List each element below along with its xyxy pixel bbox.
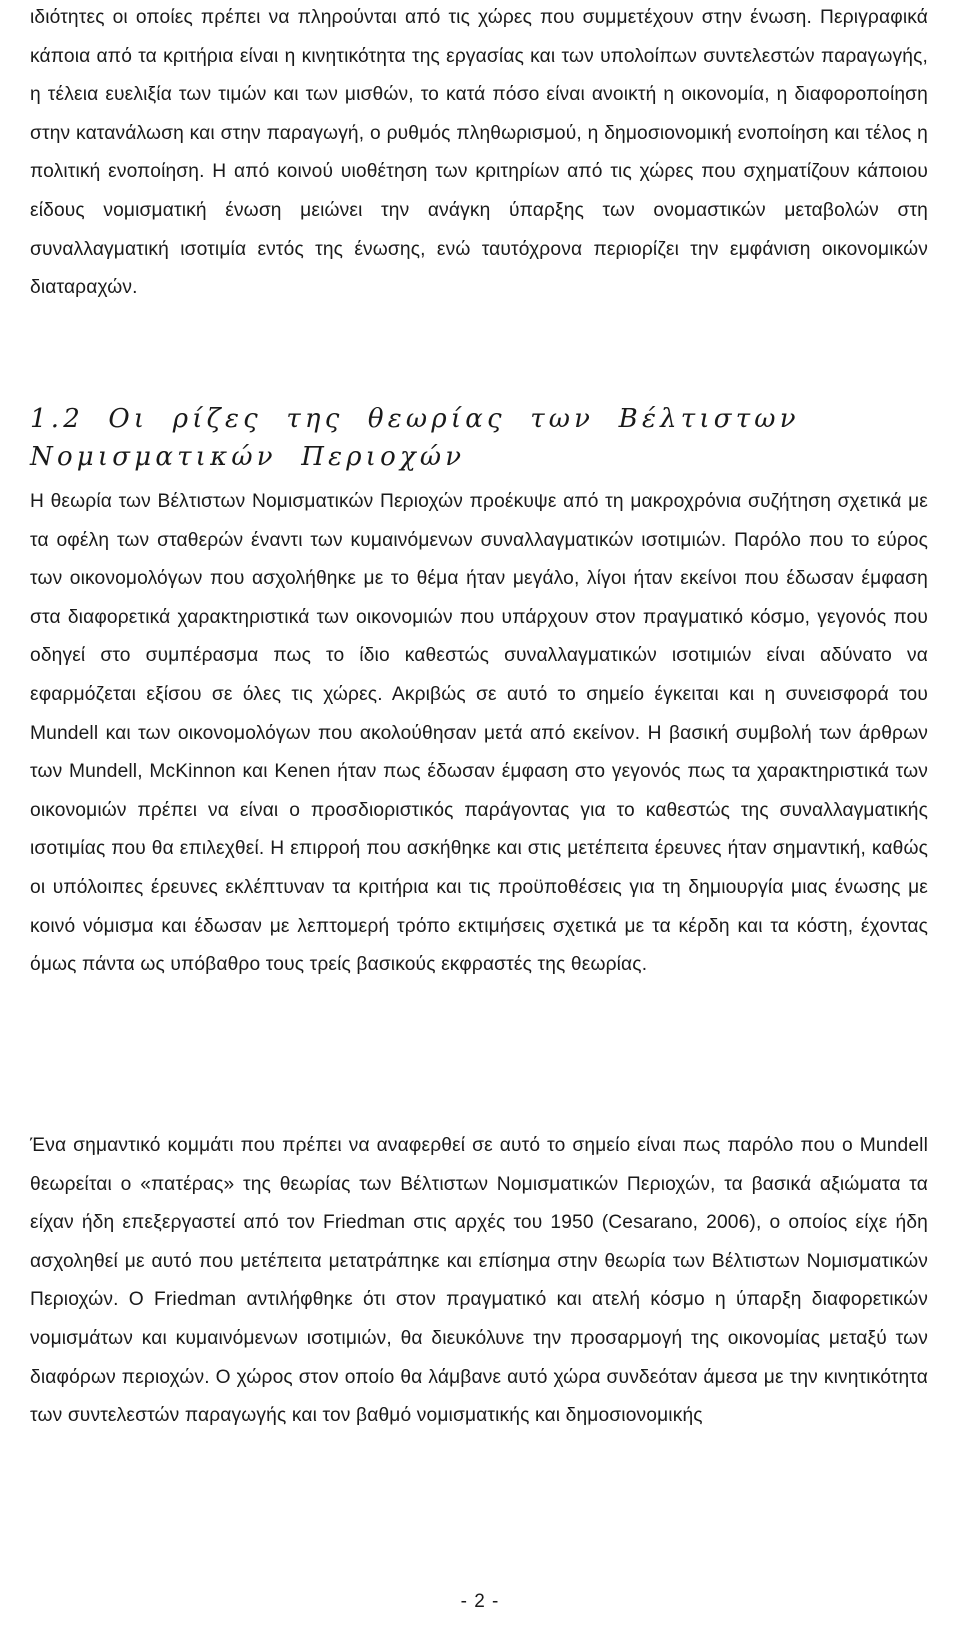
page-number: - 2 - (460, 1591, 500, 1612)
section-heading: 1.2 Οι ρίζες της θεωρίας των Βέλτιστων Νομισματικών Περιοχών (30, 404, 800, 472)
paragraph-mundell-friedman: Ένα σημαντικό κομμάτι που πρέπει να αναφερθεί σε αυτό το σημείο είναι πως παρόλο που ο Mundell θεωρείται ο «πατέρας» της θεωρίας των Βέλτιστων Νομισματικών Περιοχών, τα βασικά αξιώματα τα είχαν ήδη επεξεργαστεί από τον Friedman στις αρχές του 1950 (Cesarano, 2006), ο οποίος είχε ήδη ασχοληθεί με αυτό που μετέπειτα μετατράπηκε και επίσημα στην θεωρία των Βέλτιστων Νομισματικών Περιοχών. Ο Friedman αντιλήφθηκε ότι στον πραγματικό και ατελή κόσμο η ύπαρξη διαφορετικών νομισμάτων και κυμαινόμενων ισοτιμιών, θα διευκόλυνε την προσαρμογή της οικονομίας μεταξύ των διαφόρων περιοχών. Ο χώρος στον οποίο θα λάμβανε αυτό χώρα συνδεόταν άμεσα με την κινητικότητα των συντελεστών παραγωγής και τον βαθμό νομισματικής και δημοσιονομικής (30, 1135, 928, 1427)
paragraph-optimal-currency-criteria: ιδιότητες οι οποίες πρέπει να πληρούνται από τις χώρες που συμμετέχουν στην ένωση. Περιγραφικά κάποια από τα κριτήρια είναι η κινητικότητα της εργασίας και των υπολοίπων συντελεστών παραγωγής, η τέλεια ευελιξία των τιμών και των μισθών, το κατά πόσο είναι ανοικτή η οικονομία, η διαφοροποίηση στην κατανάλωση και στην παραγωγή, ο ρυθμός πληθωρισμού, η δημοσιονομική ενοποίηση και τέλος η πολιτική ενοποίηση. Η από κοινού υιοθέτηση των κριτηρίων από τις χώρες που σχηματίζουν κάποιου είδους νομισματική ένωση μειώνει την ανάγκη ύπαρξης των ονομαστικών μεταβολών στη συναλλαγματική ισοτιμία εντός της ένωσης, ενώ ταυτόχρονα περιορίζει την εμφάνιση οικονομικών διαταραχών. (30, 7, 928, 299)
paragraph-theory-origins: Η θεωρία των Βέλτιστων Νομισματικών Περιοχών προέκυψε από τη μακροχρόνια συζήτηση σχετικά με τα οφέλη των σταθερών έναντι των κυμαινόμενων συναλλαγματικών ισοτιμιών. Παρόλο που το εύρος των οικονομολόγων που ασχολήθηκε με το θέμα ήταν μεγάλο, λίγοι ήταν εκείνοι που έδωσαν έμφαση στα διαφορετικά χαρακτηριστικά των οικονομιών που υπάρχουν στον πραγματικό κόσμο, γεγονός που οδηγεί στο συμπέρασμα πως το ίδιο καθεστώς συναλλαγματικών ισοτιμιών είναι αδύνατο να εφαρμόζεται εξίσου σε όλες τις χώρες. Ακριβώς σε αυτό το σημείο έγκειται και η συνεισφορά του Mundell και των οικονομολόγων που ακολούθησαν μετά από εκείνον. Η βασική συμβολή των άρθρων των Mundell, McKinnon και Kenen ήταν πως έδωσαν έμφαση στο γεγονός πως τα χαρακτηριστικά των οικονομιών πρέπει να είναι ο προσδιοριστικός παράγοντας για το καθεστώς της συναλλαγματικής ισοτιμίας που θα επιλεχθεί. Η επιρροή που ασκήθηκε και στις μετέπειτα έρευνες ήταν σημαντική, καθώς οι υπόλοιπες έρευνες εκλέπτυναν τα κριτήρια και τις προϋποθέσεις για τη δημιουργία μιας ένωσης με κοινό νόμισμα και έδωσαν με λεπτομερή τρόπο εκτιμήσεις σχετικά με τα κέρδη και τα κόστη, έχοντας όμως πάντα ως υπόβαθρο τους τρείς βασικούς εκφραστές της θεωρίας. (30, 491, 928, 976)
